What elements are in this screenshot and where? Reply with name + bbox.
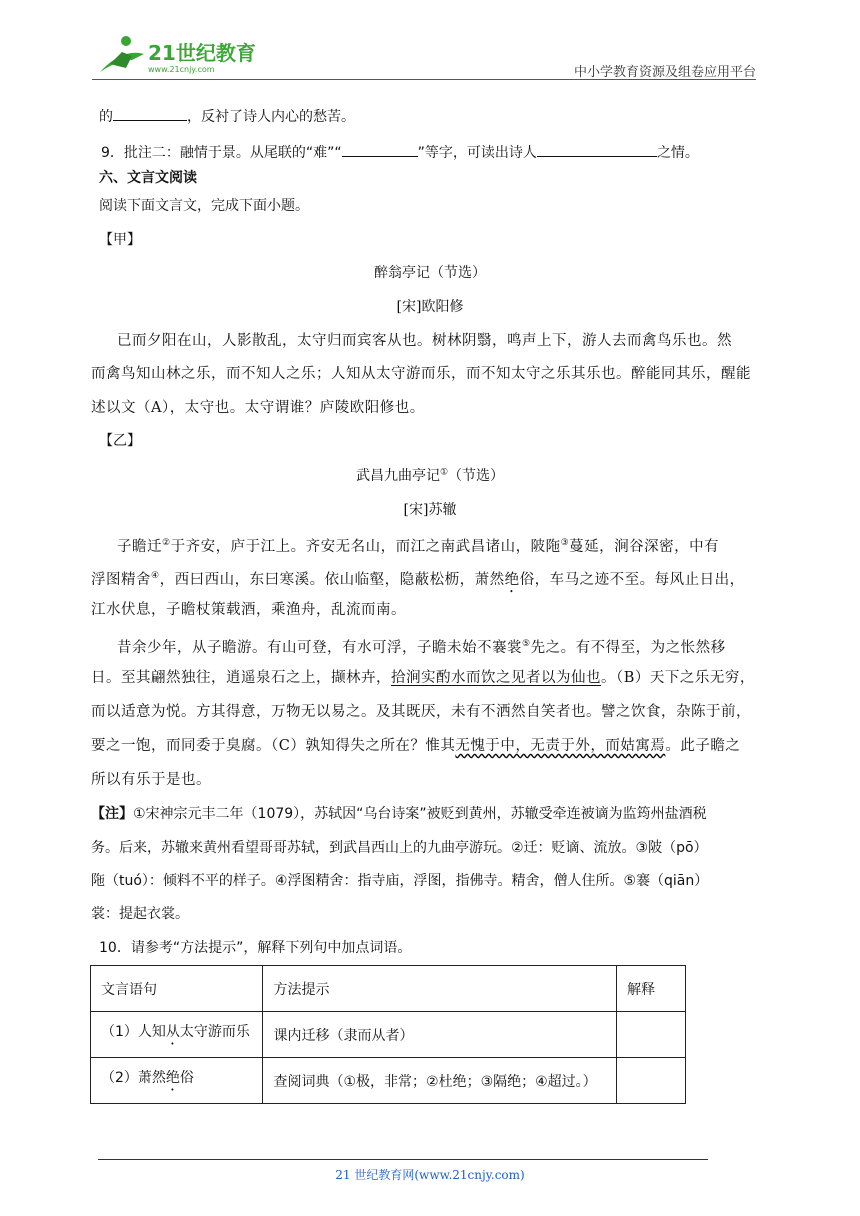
question-10: 10．请参考“方法提示”，解释下列句中加点词语。	[99, 940, 412, 956]
table-header: 解释	[617, 966, 686, 1012]
logo-url: www.21cnjy.com	[148, 65, 215, 74]
question-8-tail: 的 ，反衬了诗人内心的愁苦。	[99, 106, 355, 127]
jia-line-3: 述以文（A），太守也。太守谓谁？庐陵欧阳修也。	[91, 400, 425, 416]
table-cell-hint: 查阅词典（①极，非常；②杜绝；③隔绝；④超过。）	[263, 1058, 617, 1104]
notes-line-2: 务。后来，苏辙来黄州看望哥哥苏轼，到武昌西山上的九曲亭游玩。②迁：贬谪、流放。③陂（pō）	[91, 840, 708, 856]
yi-p2-line-2: 日。至其翩然独往，逍遥泉石之上，撷林卉，拾涧实酌水而饮之见者以为仙也。（B）天下之乐无穷，	[91, 670, 755, 686]
jia-line-2: 而禽鸟知山林之乐，而不知人之乐；人知从太守游而乐，而不知太守之乐其乐也。醉能同其乐，醒能	[91, 366, 751, 382]
answer-blank[interactable]	[113, 106, 187, 121]
table-cell-answer[interactable]	[617, 1058, 686, 1104]
answer-blank[interactable]	[342, 142, 418, 157]
header-platform-name: 中小学教育资源及组卷应用平台	[573, 65, 756, 80]
yi-p2-line-5: 所以有乐于是也。	[91, 772, 211, 788]
yi-p1-line-1: 子瞻迁②于齐安，庐于江上。齐安无名山，而江之南武昌诸山，陂陁③蔓延，涧谷深密，中有	[117, 538, 720, 555]
table-row	[91, 1012, 686, 1058]
table-header: 文言语句	[91, 966, 263, 1012]
wavy-underlined-sentence: 无愧于中，无责于外，而姑寓焉	[455, 738, 666, 754]
text-label-yi: 【乙】	[99, 433, 141, 449]
footer-link[interactable]: 21 世纪教育网(www.21cnjy.com)	[335, 1168, 525, 1182]
table-cell-sentence: （2）萧然绝俗	[91, 1058, 263, 1104]
table-cell-hint: 课内迁移（隶而从者）	[263, 1012, 617, 1058]
table-header-row	[91, 966, 686, 1012]
jia-author: [宋]欧阳修	[396, 299, 464, 315]
footer-divider	[98, 1159, 708, 1160]
yi-p2-line-4: 要之一饱，而同委于臭腐。（C）孰知得失之所在？惟其无愧于中，无责于外，而姑寓焉。此子瞻之	[91, 738, 741, 754]
logo-text: 21世纪教育	[148, 41, 256, 65]
yi-p1-line-3: 江水伏息，子瞻杖策载酒，乘渔舟，乱流而南。	[91, 602, 406, 618]
table-row	[91, 1058, 686, 1104]
notes-line-3: 陁（tuó）：倾料不平的样子。④浮图精舍：指寺庙，浮图，指佛寺。精舍，僧人住所。⑤褰（qiān）	[91, 873, 709, 889]
yi-author: [宋]苏辙	[403, 502, 457, 518]
table-header: 方法提示	[263, 966, 617, 1012]
table-cell-answer[interactable]	[617, 1012, 686, 1058]
header-divider	[92, 79, 756, 80]
question-9: 9．批注二：融情于景。从尾联的“难”“ ”等字，可读出诗人 之情。	[101, 142, 699, 163]
site-logo	[92, 34, 262, 78]
notes-line-4: 裳：提起衣裳。	[91, 906, 189, 922]
table-cell-sentence: （1）人知从太守游而乐	[91, 1012, 263, 1058]
jia-line-1: 已而夕阳在山，人影散乱，太守归而宾客从也。树林阴翳，鸣声上下，游人去而禽鸟乐也。然	[117, 333, 732, 349]
notes-line-1: 【注】①宋神宗元丰二年（1079），苏轼因“乌台诗案”被贬到黄州，苏辙受牵连被谪为监筠州盐酒税	[91, 806, 707, 822]
yi-p2-line-3: 而以适意为悦。方其得意，万物无以易之。及其既厌，未有不洒然自笑者也。譬之饮食，杂陈于前，	[91, 704, 751, 720]
instruction-text: 阅读下面文言文，完成下面小题。	[99, 198, 309, 214]
yi-p2-line-1: 昔余少年，从子瞻游。有山可登，有水可浮，子瞻未始不褰裳⑤先之。有不得至，为之怅然移	[117, 639, 726, 656]
answer-table	[90, 965, 686, 1104]
section-heading: 六、文言文阅读	[99, 170, 197, 186]
text-label-jia: 【甲】	[99, 232, 141, 248]
runner-logo-icon	[100, 36, 144, 72]
yi-title: 武昌九曲亭记①（节选）	[355, 467, 505, 484]
jia-title: 醉翁亭记（节选）	[374, 265, 486, 281]
answer-blank[interactable]	[537, 142, 657, 157]
underlined-sentence: 拾涧实酌水而饮之见者以为仙也	[391, 670, 601, 686]
yi-p1-line-2: 浮图精舍④，西曰西山，东曰寒溪。依山临壑，隐蔽松枥，萧然绝俗，车马之迹不至。每风止日出，	[91, 571, 745, 588]
